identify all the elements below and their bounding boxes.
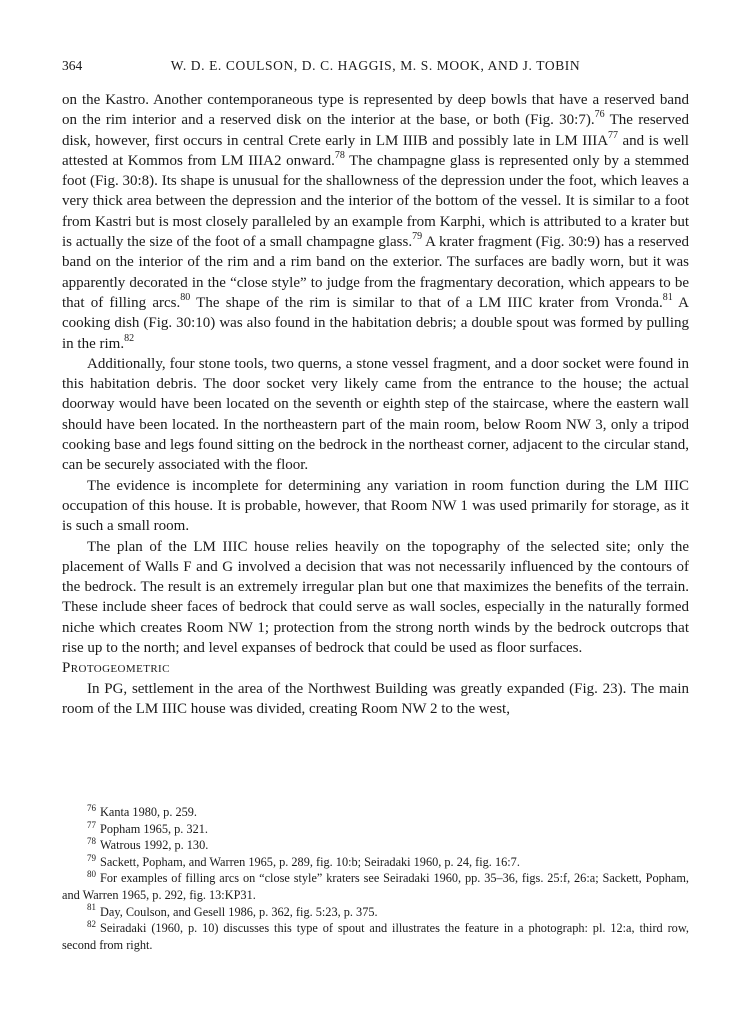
text-run: The champagne glass is represented only by a stemmed foot (Fig. 30:8). Its shape is unusual for the shallowness of the depression under the foot, which leaves a very thick area between the depression and the interior of the bottom of the vessel. It is similar to a foot from Kastri but is most closely paralleled by an example from Karphi, which is attributed to a krater but is actually the size of the foot of a small champagne glass. [62,152,689,251]
footnote-ref[interactable]: 80 [180,291,191,303]
footnote-number: 78 [87,836,96,847]
footnote-number: 81 [87,902,96,913]
footnote-ref[interactable]: 77 [608,129,619,141]
running-head: W. D. E. COULSON, D. C. HAGGIS, M. S. MOOK, AND J. TOBIN [170,58,581,73]
footnote [62,904,689,921]
paragraph: The plan of the LM IIIC house relies heavily on the topography of the selected site; only the placement of Walls F and G involved a decision that was not necessarily influenced by the contours of the bedrock. The result is an extremely irregular plan but one that maximizes the benefits of the terrain. These include sheer faces of bedrock that could serve as wall socles, especially in the naturally formed niche which creates Room NW 1; protection from the strong north winds by the bedrock outcrops that rise up to the north; and level expanses of bedrock that could be used as floor surfaces. [62,538,689,657]
footnote [62,837,689,854]
footnote-text: Kanta 1980, p. 259. [100,805,197,819]
footnote-number: 76 [87,802,96,813]
footnote [62,821,689,838]
footnote-number: 79 [87,852,96,863]
text-run: and is well attested at Kommos from LM IIIA2 onward. [62,132,689,169]
footnote-text: Popham 1965, p. 321. [100,821,208,836]
text-run: A cooking dish (Fig. 30:10) was also found in the habitation debris; a double spout was formed by pulling in the rim. [62,294,689,352]
footnotes [62,804,689,953]
footnote-ref[interactable]: 78 [334,149,345,161]
footnote [62,870,689,903]
footnote-ref[interactable]: 76 [594,109,605,121]
section-heading: Protogeometric [62,660,170,677]
page-header [62,58,689,78]
page-number: 364 [62,58,83,73]
text-run: A krater fragment (Fig. 30:9) has a reserved band on the interior of the rim and a rim band on the exterior. The surfaces are badly worn, but it was apparently decorated in the “close style” to judge from the fragmentary decoration, which appears to be that of filling arcs. [62,234,689,311]
footnote-text: Day, Coulson, and Gesell 1986, p. 362, fig. 5:23, p. 375. [100,904,378,919]
body-text [62,90,689,719]
footnote-number: 80 [87,869,96,880]
paragraph [62,90,689,354]
paragraph: Additionally, four stone tools, two querns, a stone vessel fragment, and a door socket were found in this habitation debris. The door socket very likely came from the entrance to the house; the actual doorway would have been located on the seventh or eighth step of the staircase, where the eastern wall should have been located. In the northeastern part of the main room, below Room NW 3, only a tripod cooking base and legs found sitting on the bedrock in the northeast corner, adjacent to the circular stand, can be securely associated with the floor. [62,355,689,474]
footnote-ref[interactable]: 81 [662,291,673,303]
paragraph: The evidence is incomplete for determining any variation in room function during the LM IIIC occupation of this house. It is probable, however, that Room NW 1 was used primarily for storage, as it is such a small room. [62,477,689,535]
footnote-ref[interactable]: 82 [124,332,135,344]
footnote-number: 77 [87,819,96,830]
footnote [62,854,689,871]
text-run: The shape of the rim is similar to that of a LM IIIC krater from Vronda. [190,294,663,311]
footnote-text: For examples of filling arcs on “close style” kraters see Seiradaki 1960, pp. 35–36, figs. 25:f, 26:a; Sackett, Popham, and Warren 1965, p. 292, fig. 13:KP31. [62,871,689,902]
footnote-text: Sackett, Popham, and Warren 1965, p. 289, fig. 10:b; Seiradaki 1960, p. 24, fig. 16:7. [100,854,520,869]
footnote [62,804,689,821]
text-run: on the Kastro. Another contemporaneous type is represented by deep bowls that have a reserved band on the rim interior and a reserved disk on the interior at the base, or both (Fig. 30:7). [62,92,689,129]
footnote-text: Seiradaki (1960, p. 10) discusses this type of spout and illustrates the feature in a photograph: pl. 12:a, third row, second from right. [62,921,689,952]
footnote-text: Watrous 1992, p. 130. [100,838,209,853]
text-run: The reserved disk, however, first occurs in central Crete early in LM IIIB and possibly late in LM IIIA [62,112,689,149]
footnote-number: 82 [87,919,96,930]
footnote [62,920,689,953]
paragraph: In PG, settlement in the area of the Northwest Building was greatly expanded (Fig. 23). The main room of the LM IIIC house was divided, creating Room NW 2 to the west, [62,680,689,717]
footnote-ref[interactable]: 79 [412,231,423,243]
